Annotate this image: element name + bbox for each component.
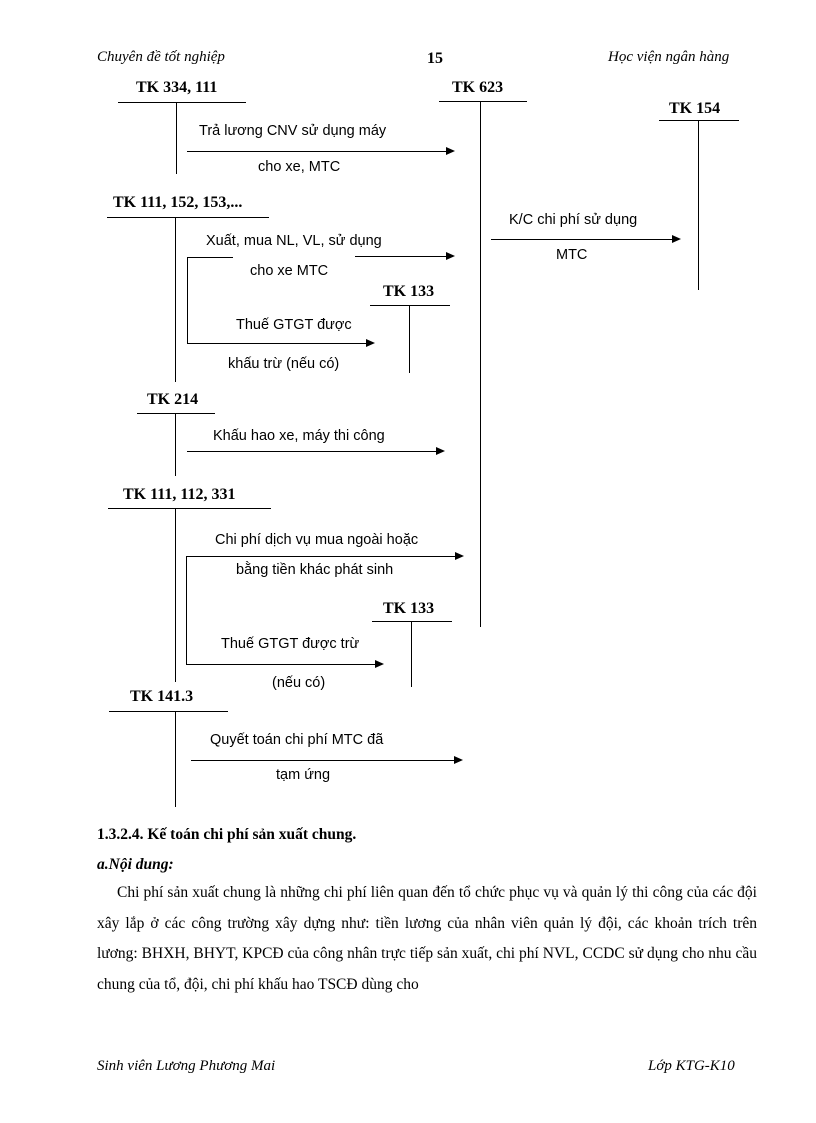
- section-paragraph: [97, 878, 757, 1000]
- label-pay-1: Trả lương CNV sử dụng máy: [199, 123, 387, 139]
- footer-right: Lớp KTG-K10: [648, 1058, 735, 1074]
- tk623-vline: [480, 101, 481, 627]
- tk141-vline: [175, 711, 176, 807]
- label-pay-2: cho xe, MTC: [258, 159, 341, 175]
- account-tk623: TK 623: [452, 79, 504, 96]
- header-left: Chuyên đề tốt nghiệp: [97, 49, 225, 65]
- tk334-vline: [176, 102, 177, 174]
- tk154-hline: [659, 120, 739, 121]
- issue-branch-h: [187, 257, 233, 258]
- tk111a-hline: [107, 217, 269, 218]
- tk133a-hline: [370, 305, 450, 306]
- arrow-dep: [187, 451, 443, 452]
- tk133b-vline: [411, 621, 412, 687]
- label-issue-1: Xuất, mua NL, VL, sử dụng: [206, 233, 382, 249]
- label-svc-1: Chi phí dịch vụ mua ngoài hoặc: [215, 532, 419, 548]
- account-tk154: TK 154: [669, 100, 721, 117]
- label-dep: Khấu hao xe, máy thi công: [213, 428, 385, 444]
- tk111a-vline: [175, 217, 176, 382]
- account-tk334: TK 334, 111: [136, 79, 218, 96]
- tk111b-vline: [175, 508, 176, 682]
- account-tk111b: TK 111, 112, 331: [123, 486, 236, 503]
- account-tk141: TK 141.3: [130, 688, 194, 705]
- label-vat2-1: Thuế GTGT được trừ: [221, 636, 360, 652]
- arrow-settle: [191, 760, 461, 761]
- tk133b-hline: [372, 621, 452, 622]
- account-tk133b: TK 133: [383, 600, 435, 617]
- label-settle-2: tạm ứng: [276, 767, 331, 783]
- tk141-hline: [109, 711, 228, 712]
- tk623-hline: [439, 101, 527, 102]
- issue-branch-v: [187, 257, 188, 344]
- tk133a-vline: [409, 305, 410, 373]
- arrow-vat2: [186, 664, 382, 665]
- page-number: 15: [427, 50, 443, 67]
- footer-left: Sinh viên Lương Phương Mai: [97, 1058, 276, 1074]
- account-tk133a: TK 133: [383, 283, 435, 300]
- header-right: Học viện ngân hàng: [608, 49, 730, 65]
- label-vat2-2: (nếu có): [272, 675, 326, 691]
- arrow-svc: [186, 556, 462, 557]
- label-kc-2: MTC: [556, 247, 588, 263]
- section-heading: 1.3.2.4. Kế toán chi phí sản xuất chung.: [97, 826, 357, 843]
- arrow-pay: [187, 151, 453, 152]
- tk334-hline: [118, 102, 246, 103]
- label-issue-2: cho xe MTC: [250, 263, 329, 279]
- arrow-vat1: [187, 343, 373, 344]
- label-settle-1: Quyết toán chi phí MTC đã: [210, 732, 384, 748]
- account-tk214: TK 214: [147, 391, 199, 408]
- paragraph-text: Chi phí sản xuất chung là những chi phí liên quan đến tổ chức phục vụ và quản lý thi công của các đội xây lắp ở các công trường xây dựng như: tiền lương của nhân viên quản lý đội, các khoản trích trên lương: BHXH, BHYT, KPCĐ của công nhân trực tiếp sản xuất, chi phí NVL, CCDC sử dụng cho nhu cầu chung của tổ, đội, chi phí khấu hao TSCĐ dùng cho: [97, 884, 757, 993]
- arrow-issue: [355, 256, 453, 257]
- section-subheading: a.Nội dung:: [97, 856, 174, 873]
- label-kc-1: K/C chi phí sử dụng: [509, 212, 638, 228]
- label-svc-2: bằng tiền khác phát sinh: [236, 562, 394, 578]
- tk111b-hline: [108, 508, 271, 509]
- tk214-hline: [137, 413, 215, 414]
- label-vat1-2: khấu trừ (nếu có): [228, 356, 340, 372]
- tk154-vline: [698, 120, 699, 290]
- account-tk111a: TK 111, 152, 153,...: [113, 194, 243, 211]
- svc-branch-v: [186, 556, 187, 664]
- arrow-kc: [491, 239, 679, 240]
- label-vat1-1: Thuế GTGT được: [236, 317, 352, 333]
- tk214-vline: [175, 413, 176, 476]
